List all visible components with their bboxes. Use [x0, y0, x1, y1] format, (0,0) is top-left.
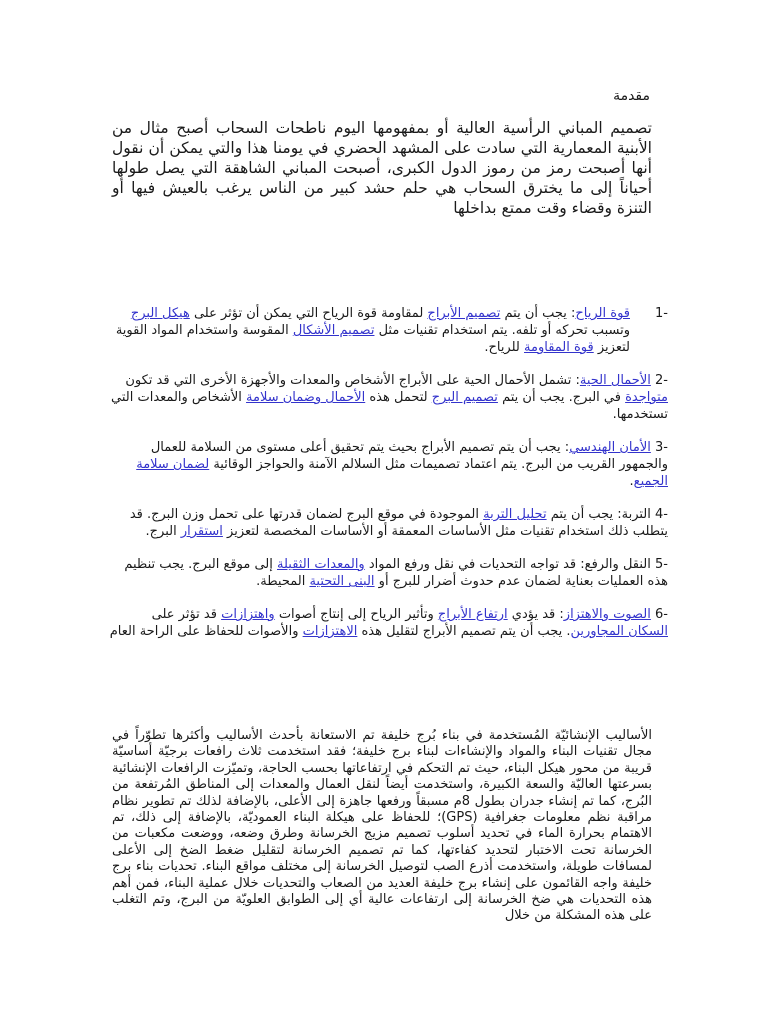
- text-run: الموجودة في موقع البرج لضمان قدرتها على تحمل وزن البرج. قد يتطلب ذلك استخدام تقنيات مثل الأساسات المعمقة أو الأساسات المخصصة لتعزيز: [129, 507, 668, 539]
- inline-link[interactable]: الاهتزازات: [302, 624, 358, 639]
- text-run: : يجب أن يتم تصميم الأبراج بحيث يتم تحقيق أعلى مستوى من السلامة للعمال والجمهور القريب من البرج. يتم اعتماد تصميمات مثل السلالم الآمنة والحواجز الوقائية: [150, 440, 668, 472]
- inline-link[interactable]: استقرار: [180, 524, 223, 539]
- text-run: للرياح.: [484, 340, 525, 355]
- inline-link[interactable]: واهتزازات: [221, 607, 275, 622]
- text-run: في البرج. يجب أن يتم: [497, 390, 626, 405]
- list-item-number: -1: [655, 306, 668, 321]
- intro-paragraph: تصميم المباني الرأسية العالية أو بمفهومها اليوم ناطحات السحاب أصبح مثال من الأبنية المعمارية التي سادت على المشهد الحضري في يومنا هذا والتي يمكن أن نقول أنها أصبحت رمز من رموز الدول الكبرى، أصبحت المباني الشاهقة التي يصل طولها أحياناً إلى ما يخترق السحاب هي حلم حشد كبير من الناس يرغب بالعيش فيها أو التنزة وقضاء وقت ممتع بداخلها: [112, 119, 652, 217]
- list-item-number: -4: [650, 507, 668, 522]
- text-run: التربة: يجب أن يتم: [546, 507, 651, 522]
- text-run: .: [629, 474, 634, 489]
- list-item-text: [130, 507, 668, 539]
- text-run: المحيطة.: [256, 574, 310, 589]
- inline-link[interactable]: الأمان الهندسي: [569, 440, 651, 455]
- list-item-number: -2: [650, 373, 668, 388]
- text-run: الأشخاص والمعدات التي تستخدمها.: [111, 390, 668, 422]
- list-item: [108, 506, 668, 540]
- list-item-text: [136, 440, 668, 489]
- inline-link[interactable]: قوة الرياح: [575, 306, 630, 321]
- inline-link[interactable]: تحليل التربة: [483, 507, 547, 522]
- inline-link[interactable]: تصميم البرج: [431, 390, 498, 405]
- inline-link[interactable]: هيكل البرج: [130, 306, 190, 321]
- text-run: وتسبب تحركه أو تلفه. يتم استخدام تقنيات مثل: [374, 323, 630, 338]
- challenges-list: [108, 305, 668, 656]
- text-run: وتأثير الرياح إلى إنتاج أصوات: [274, 607, 438, 622]
- list-item: [108, 372, 668, 423]
- list-item-number: -6: [650, 607, 668, 622]
- inline-link[interactable]: تصميم الأشكال: [292, 323, 375, 338]
- text-run: البرج.: [145, 524, 181, 539]
- list-item: [108, 439, 668, 490]
- list-item-text: [124, 557, 668, 589]
- inline-link[interactable]: السكان المجاورين: [570, 624, 668, 639]
- text-run: قد تؤثر على: [151, 607, 222, 622]
- inline-link[interactable]: الأحمال وضمان سلامة: [246, 390, 366, 405]
- list-item: [108, 556, 668, 590]
- inline-link[interactable]: لضمان سلامة الجميع: [136, 457, 668, 489]
- text-run: : قد يؤدي: [507, 607, 564, 622]
- page-heading: مقدمة: [613, 88, 650, 104]
- inline-link[interactable]: تصميم الأبراج: [427, 306, 501, 321]
- list-item-number: -3: [650, 440, 668, 455]
- inline-link[interactable]: متواجدة: [625, 390, 668, 405]
- list-item-number: -5: [650, 557, 668, 572]
- inline-link[interactable]: الصوت والاهتزاز: [563, 607, 651, 622]
- list-item-text: [111, 373, 668, 422]
- text-run: . يجب أن يتم تصميم الأبراج لتقليل هذه: [357, 624, 571, 639]
- text-run: : تشمل الأحمال الحية على الأبراج الأشخاص والمعدات والأجهزة الأخرى التي قد تكون: [125, 373, 580, 388]
- inline-link[interactable]: الأحمال الحية: [579, 373, 651, 388]
- list-item: [108, 606, 668, 640]
- inline-link[interactable]: ارتفاع الأبراج: [437, 607, 508, 622]
- text-run: المقوسة واستخدام المواد القوية لتعزيز: [115, 323, 630, 355]
- text-run: : يجب أن يتم: [500, 306, 576, 321]
- list-item-text: [116, 306, 630, 355]
- list-item-text: [110, 607, 668, 639]
- text-run: النقل والرفع: قد تواجه التحديات في نقل ورفع المواد: [364, 557, 651, 572]
- text-run: لمقاومة قوة الرياح التي يمكن أن تؤثر على: [189, 306, 428, 321]
- list-item: [108, 305, 668, 356]
- inline-link[interactable]: والمعدات الثقيلة: [277, 557, 365, 572]
- text-run: لتحمل هذه: [365, 390, 432, 405]
- text-run: والأصوات للحفاظ على الراحة العام: [109, 624, 303, 639]
- text-run: إلى موقع البرج. يجب تنظيم هذه العمليات بعناية لضمان عدم حدوث أضرار للبرج أو: [124, 557, 668, 589]
- inline-link[interactable]: البنى التحتية: [309, 574, 375, 589]
- inline-link[interactable]: قوة المقاومة: [524, 340, 594, 355]
- methods-paragraph: الأساليب الإنشائيّة المُستخدمة في بناء بُرج خليفة تم الاستعانة بأحدث الأساليب وأكثرها تطوّراً في مجال تقنيات البناء والمواد والإنشاءات لبناء برج خليفة؛ فقد استخدمت ثلاث رافعات برجيّة أساسيّة قريبة من محور هيكل البناء، حيث تم التحكم في ارتفاعاتها بحسب الحاجة، وتميّزت الرافعات الإنشائية بسرعتها العاليّة والسعة الكبيرة، واستخدمت أيضاً لنقل العمال والمعدات إلى المناطق المُرتفعة من البُرج، كما تم إنشاء جدران بطول 8م مسبقاً ورفعها جاهزة إلى الأعلى، بالإضافة لذلك تم تطوير نظام مراقبة نظم معلومات جغرافية (GPS)؛ للحفاظ على هيكلة البناء العموديّة، بالإضافة إلى ذلك، تم الاهتمام بحرارة الماء في تحديد أسلوب تصميم مزيج الخرسانة وطرق وضعه، ووضعت مكعبات من الخرسانة تحت الاختبار لتحديد كفاءتها، كما تم تصميم الخرسانة لتقليل ضغط الضخ إلى الأعلى لمسافات طويلة، واستخدمت أذرع الصب لتوصيل الخرسانة إلى مختلف مواقع البناء. تحديات بناء برج خليفة واجه القائمون على إنشاء برج خليفة العديد من الصعاب والتحديات خلال عملية البناء، فمن أهم هذه التحديات هي ضخ الخرسانة إلى ارتفاعات عالية أي إلى الطوابق العلويّة من البرج، وتم التغلب على هذه المشكلة من خلال: [112, 728, 652, 924]
